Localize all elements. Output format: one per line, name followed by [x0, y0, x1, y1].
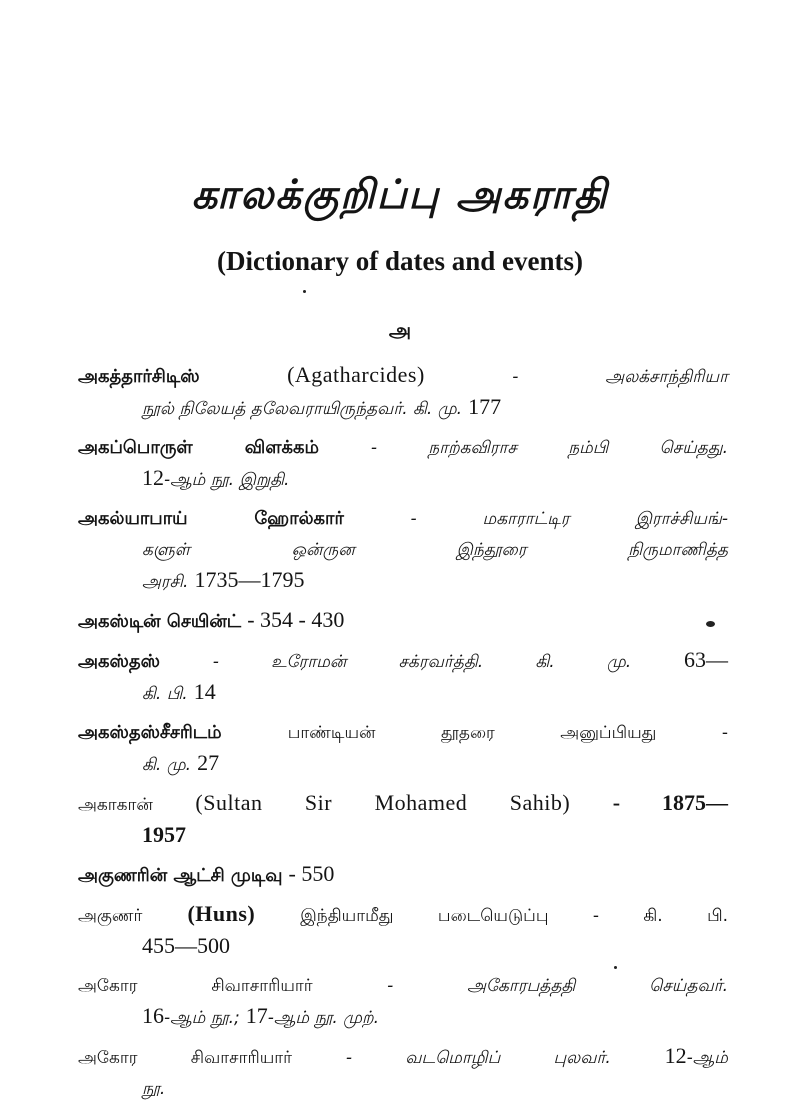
entry-description: இந்தியாமீது படையெடுப்பு - கி. பி.: [300, 906, 728, 926]
entry-augustus: [78, 645, 728, 709]
entry-line: [78, 360, 728, 392]
entry-description: - உரோமன் சக்ரவர்த்தி. கி. மு.: [212, 652, 632, 672]
entry-date: - 550: [288, 861, 335, 886]
entry-description: அரசி.: [142, 572, 189, 592]
entry-date: - 354 - 430: [247, 607, 345, 632]
entry-headword: அகத்தார்சிடிஸ்: [78, 366, 200, 387]
entry-augustus-caesar-embassy: [78, 717, 728, 780]
entry-headword: அகப்பொருள் விளக்கம்: [78, 437, 319, 458]
entry-line: [78, 788, 728, 820]
entry-date: 12: [142, 465, 164, 490]
entry-date: 455—500: [142, 933, 230, 958]
entry-line: [78, 503, 728, 534]
entry-date: 27: [197, 750, 220, 775]
entry-latin-name: (Huns): [187, 901, 256, 926]
entry-headword: அகோர சிவாசாரியார்: [78, 1048, 293, 1068]
entry-augustine-saint: [78, 605, 728, 637]
entry-date: 14: [193, 679, 216, 704]
entry-line: [78, 432, 728, 463]
entry-description: நூ.: [142, 1079, 166, 1099]
entry-description: - வடமொழிப் புலவர்.: [345, 1048, 611, 1068]
entry-continuation: [78, 463, 728, 495]
entry-headword: அகுணர்: [78, 906, 143, 926]
entry-line: [78, 899, 728, 931]
entry-line: [78, 717, 728, 748]
entry-huns-invasion: [78, 899, 728, 962]
entry-continuation: [78, 931, 728, 962]
entry-headword: அகோர சிவாசாரியார்: [78, 976, 313, 996]
entry-date: 12: [664, 1043, 687, 1068]
entry-headword: அகல்யாபாய் ஹோல்கார்: [78, 508, 344, 529]
entry-description: - அலக்சாந்திரியா: [512, 367, 729, 387]
entry-continuation: [78, 1073, 728, 1104]
entry-date: 63—: [684, 647, 729, 672]
entry-line: [78, 645, 728, 677]
entry-headword: அகஸ்தஸ்: [78, 651, 160, 672]
entry-description: நூல் நிலேயத் தலேவராயிருந்தவர். கி. மு.: [142, 399, 463, 419]
entry-date: 16: [142, 1003, 164, 1028]
entry-continuation: [78, 565, 728, 597]
entry-description: - நாற்கவிராச நம்பி செய்தது.: [370, 438, 728, 458]
entry-date: - 1875—: [612, 790, 728, 815]
entry-line: [78, 859, 728, 891]
entry-continuation: [78, 1001, 728, 1033]
ink-speck: [303, 290, 306, 293]
entry-list: [78, 360, 728, 1112]
entry-aga-khan: [78, 788, 728, 851]
entry-description: -ஆம் நூ.;: [164, 1008, 240, 1028]
entry-latin-name: (Agatharcides): [287, 362, 425, 387]
entry-date: 1957: [142, 822, 186, 847]
entry-headword: அகாகான்: [78, 795, 153, 815]
entry-description: கி. மு.: [142, 755, 192, 775]
entry-description: -ஆம்: [686, 1048, 728, 1068]
entry-line: [78, 605, 728, 637]
entry-continuation: [78, 748, 728, 780]
entry-description: -ஆம் நூ. இறுதி.: [164, 470, 290, 490]
ink-speck: [614, 966, 617, 969]
entry-continuation: [78, 534, 728, 565]
entry-latin-name: (Sultan Sir Mohamed Sahib): [195, 790, 571, 815]
page-title-english: (Dictionary of dates and events): [217, 246, 583, 276]
section-letter: அ: [388, 318, 412, 342]
entry-line: [78, 970, 728, 1001]
entry-continuation: [78, 392, 728, 424]
entry-description: களுள் ஒன்ருன இந்தூரை நிருமாணித்த: [142, 540, 728, 560]
entry-description: - மகாராட்டிர இராச்சியங்-: [410, 509, 728, 529]
entry-continuation: [78, 820, 728, 851]
entry-agapporul-vilakkam: [78, 432, 728, 495]
entry-ahilyabai-holkar: [78, 503, 728, 597]
entry-headword: அகஸ்டின் செயின்ட்: [78, 611, 242, 632]
entry-aghora-sivacharya-2: [78, 1041, 728, 1104]
entry-agatharcides: [78, 360, 728, 424]
entry-description: -ஆம் நூ. முற்.: [267, 1008, 379, 1028]
entry-date: 177: [468, 394, 502, 419]
entry-date: 17: [245, 1003, 268, 1028]
entry-description: - அகோரபத்ததி செய்தவர்.: [387, 976, 728, 996]
page-title-tamil: காலக்குறிப்பு அகராதி: [191, 172, 609, 218]
entry-date: 1735—1795: [194, 567, 305, 592]
entry-continuation: [78, 677, 728, 709]
ink-speck: [706, 621, 715, 627]
entry-headword: அகுணரின் ஆட்சி முடிவு: [78, 865, 283, 886]
entry-huns-rule-end: [78, 859, 728, 891]
entry-aghora-sivacharya-1: [78, 970, 728, 1033]
entry-headword: அகஸ்தஸ்சீசரிடம்: [78, 722, 222, 743]
entry-description: கி. பி.: [142, 684, 188, 704]
entry-line: [78, 1041, 728, 1073]
entry-description: பாண்டியன் தூதரை அனுப்பியது -: [287, 723, 729, 743]
